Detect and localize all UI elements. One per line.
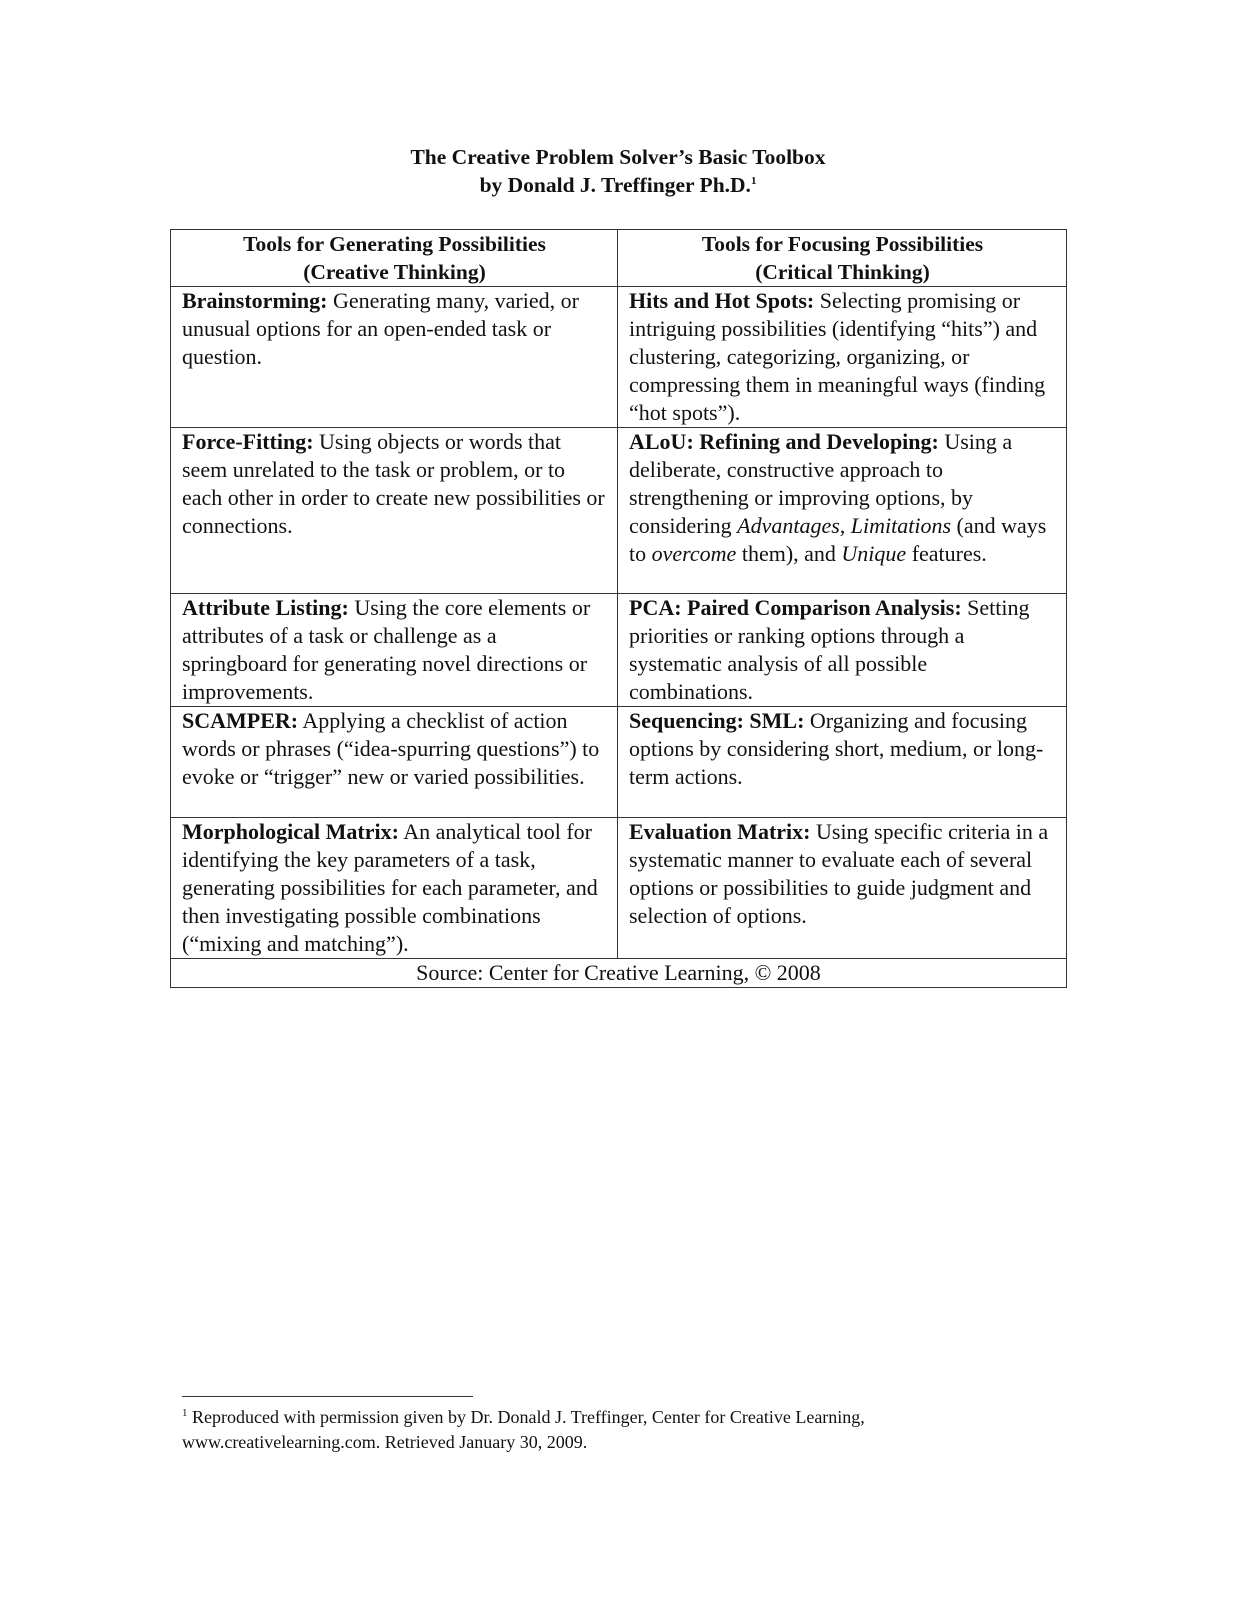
term-label: SCAMPER: <box>182 708 299 733</box>
term-description: features. <box>906 541 987 566</box>
table-row <box>171 287 1067 428</box>
term-description: Setting priorities or ranking options through a systematic analysis of all possible combinations. <box>629 595 1030 704</box>
header-focusing <box>618 230 1067 287</box>
cell-alou <box>618 428 1067 594</box>
term-description: Generating many, varied, or unusual options for an open-ended task or question. <box>182 288 579 369</box>
cell-attribute-listing <box>171 594 618 707</box>
cell-scamper <box>171 707 618 818</box>
header-generating <box>171 230 618 287</box>
header-focusing-subtitle: (Critical Thinking) <box>755 260 930 284</box>
term-label: Force-Fitting: <box>182 429 314 454</box>
footnote-text: Reproduced with permission given by Dr. Donald J. Treffinger, Center for Creative Learning, <box>187 1407 865 1427</box>
term-description: Using specific criteria in a systematic manner to evaluate each of several options or possibilities to guide judgment and selection of options. <box>629 819 1049 928</box>
term-description: Organizing and focusing options by considering short, medium, or long-term actions. <box>629 708 1044 789</box>
header-generating-subtitle: (Creative Thinking) <box>303 260 486 284</box>
table-row <box>171 594 1067 707</box>
document-title <box>0 143 1236 199</box>
toolbox-table <box>170 229 1067 988</box>
cell-sequencing-sml <box>618 707 1067 818</box>
table-row <box>171 818 1067 959</box>
title-line-2 <box>0 171 1236 199</box>
cell-hits-hot-spots <box>618 287 1067 428</box>
term-label: Evaluation Matrix: <box>629 819 811 844</box>
term-label: ALoU: Refining and Developing: <box>629 429 939 454</box>
title-line-1: The Creative Problem Solver’s Basic Toolbox <box>410 145 826 169</box>
term-description: Selecting promising or intriguing possibilities (identifying “hits”) and clustering, categorizing, organizing, or compressing them in meaningful ways (finding “hot spots”). <box>629 288 1046 425</box>
term-label: Hits and Hot Spots: <box>629 288 815 313</box>
table-row <box>171 428 1067 594</box>
term-description: An analytical tool for identifying the key parameters of a task, generating possibilities for each parameter, and then investigating possible combinations (“mixing and matching”). <box>182 819 598 956</box>
title-author: by Donald J. Treffinger Ph.D. <box>479 173 751 197</box>
term-description: Applying a checklist of action words or phrases (“idea-spurring questions”) to evoke or “trigger” new or varied possibilities. <box>182 708 600 789</box>
cell-brainstorming <box>171 287 618 428</box>
cell-morphological-matrix <box>171 818 618 959</box>
term-description: Using a deliberate, constructive approach to strengthening or improving options, by considering <box>629 429 1013 538</box>
term-description: Using objects or words that seem unrelated to the task or problem, or to each other in order to create new possibilities or connections. <box>182 429 605 538</box>
term-label: Attribute Listing: <box>182 595 349 620</box>
cell-force-fitting <box>171 428 618 594</box>
term-label: Brainstorming: <box>182 288 328 313</box>
table-header-row <box>171 230 1067 287</box>
term-description: them), and <box>736 541 842 566</box>
header-generating-title: Tools for Generating Possibilities <box>243 232 546 256</box>
term-label: Morphological Matrix: <box>182 819 399 844</box>
footnote-line-2: www.creativelearning.com. Retrieved January 30, 2009. <box>182 1432 588 1452</box>
source-credit: Source: Center for Creative Learning, © 2008 <box>171 959 1067 988</box>
term-label: Sequencing: SML: <box>629 708 805 733</box>
term-emphasis: Unique <box>841 541 907 566</box>
title-footnote-marker: 1 <box>750 174 757 187</box>
term-description: (and ways to <box>629 513 1047 566</box>
cell-pca <box>618 594 1067 707</box>
cell-evaluation-matrix <box>618 818 1067 959</box>
term-emphasis: Advantages, Limitations <box>737 513 952 538</box>
header-focusing-title: Tools for Focusing Possibilities <box>701 232 984 256</box>
table-source-row <box>171 959 1067 988</box>
footnote-marker: 1 <box>182 1407 188 1419</box>
footnote <box>182 1405 1042 1455</box>
term-description: Using the core elements or attributes of a task or challenge as a springboard for generating novel directions or improvements. <box>182 595 591 704</box>
footnote-divider <box>182 1396 473 1397</box>
footnote-line-1 <box>182 1405 1042 1430</box>
term-label: PCA: Paired Comparison Analysis: <box>629 595 962 620</box>
term-emphasis: overcome <box>651 541 737 566</box>
table-row <box>171 707 1067 818</box>
